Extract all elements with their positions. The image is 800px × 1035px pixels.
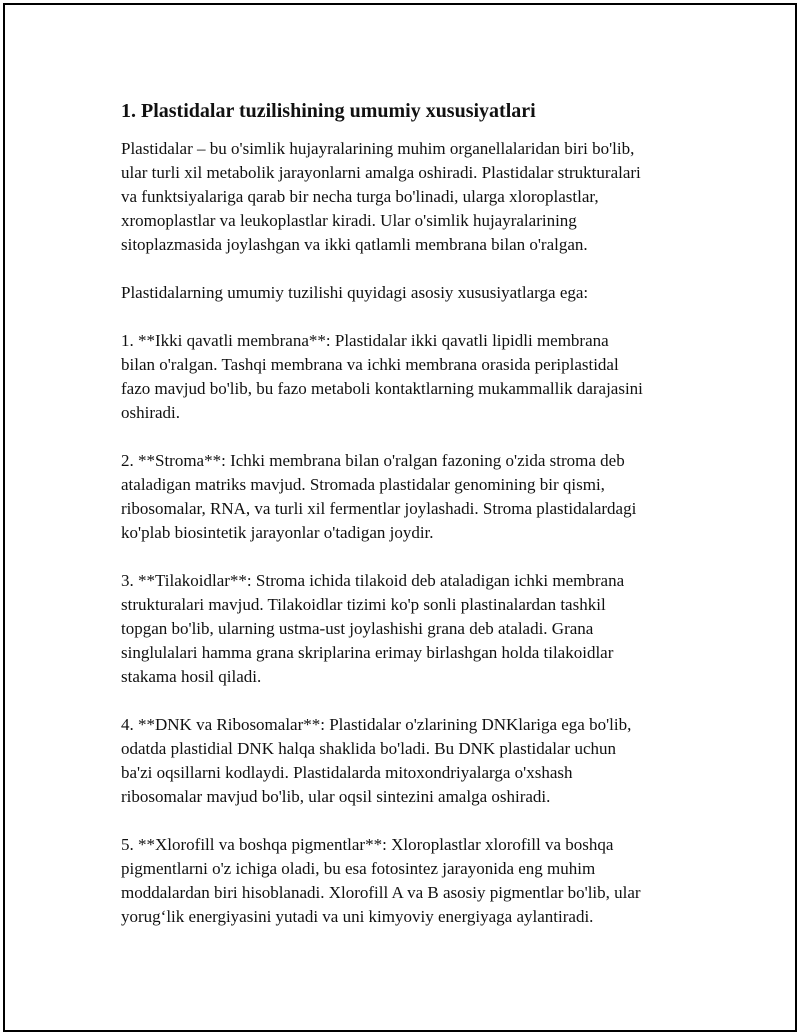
text-line: ba'zi oqsillarni kodlaydi. Plastidalarda mitoxondriyalarga o'xshash: [121, 763, 573, 782]
page-frame: [3, 3, 797, 1032]
text-line: bilan o'ralgan. Tashqi membrana va ichki membrana orasida periplastidal: [121, 355, 619, 374]
paragraph: [121, 833, 721, 929]
text-line: fazo mavjud bo'lib, bu fazo metaboli kontaktlarning mukammallik darajasini: [121, 379, 643, 398]
paragraph: [121, 713, 721, 809]
text-line: singlulalari hamma grana skriplarina erimay birlashgan holda tilakoidlar: [121, 643, 614, 662]
paragraph: [121, 281, 721, 305]
text-line: stakama hosil qiladi.: [121, 667, 262, 686]
text-line: 1. **Ikki qavatli membrana**: Plastidalar ikki qavatli lipidli membrana: [121, 331, 609, 350]
text-line: va funktsiyalariga qarab bir necha turga bo'linadi, ularga xloroplastlar,: [121, 187, 599, 206]
text-line: ular turli xil metabolik jarayonlarni amalga oshiradi. Plastidalar strukturalari: [121, 163, 641, 182]
text-line: ataladigan matriks mavjud. Stromada plastidalar genomining bir qismi,: [121, 475, 605, 494]
text-line: ribosomalar mavjud bo'lib, ular oqsil sintezini amalga oshiradi.: [121, 787, 551, 806]
paragraph: [121, 569, 721, 689]
text-line: 3. **Tilakoidlar**: Stroma ichida tilakoid deb ataladigan ichki membrana: [121, 571, 625, 590]
text-line: 5. **Xlorofill va boshqa pigmentlar**: Xloroplastlar xlorofill va boshqa: [121, 835, 614, 854]
paragraph: [121, 137, 721, 257]
text-line: Plastidalarning umumiy tuzilishi quyidagi asosiy xususiyatlarga ega:: [121, 283, 589, 302]
text-line: moddalardan biri hisoblanadi. Xlorofill A va B asosiy pigmentlar bo'lib, ular: [121, 883, 641, 902]
paragraph-list: [121, 137, 721, 929]
text-line: xromoplastlar va leukoplastlar kiradi. Ular o'simlik hujayralarining: [121, 211, 577, 230]
text-line: 4. **DNK va Ribosomalar**: Plastidalar o'zlarining DNKlariga ega bo'lib,: [121, 715, 632, 734]
document-body: [121, 97, 721, 953]
text-line: ribosomalar, RNA, va turli xil fermentlar joylashadi. Stroma plastidalardagi: [121, 499, 637, 518]
text-line: topgan bo'lib, ularning ustma-ust joylashishi grana deb ataladi. Grana: [121, 619, 594, 638]
text-line: yorug‘lik energiyasini yutadi va uni kimyoviy energiyaga aylantiradi.: [121, 907, 594, 926]
text-line: ko'plab biosintetik jarayonlar o'tadigan joydir.: [121, 523, 434, 542]
paragraph: [121, 449, 721, 545]
paragraph: [121, 329, 721, 425]
text-line: oshiradi.: [121, 403, 181, 422]
text-line: Plastidalar – bu o'simlik hujayralarining muhim organellalaridan biri bo'lib,: [121, 139, 635, 158]
text-line: strukturalari mavjud. Tilakoidlar tizimi ko'p sonli plastinalardan tashkil: [121, 595, 606, 614]
text-line: pigmentlarni o'z ichiga oladi, bu esa fotosintez jarayonida eng muhim: [121, 859, 596, 878]
text-line: 2. **Stroma**: Ichki membrana bilan o'ralgan fazoning o'zida stroma deb: [121, 451, 625, 470]
document-title: 1. Plastidalar tuzilishining umumiy xususiyatlari: [121, 100, 536, 122]
text-line: sitoplazmasida joylashgan va ikki qatlamli membrana bilan o'ralgan.: [121, 235, 588, 254]
text-line: odatda plastidial DNK halqa shaklida bo'ladi. Bu DNK plastidalar uchun: [121, 739, 617, 758]
